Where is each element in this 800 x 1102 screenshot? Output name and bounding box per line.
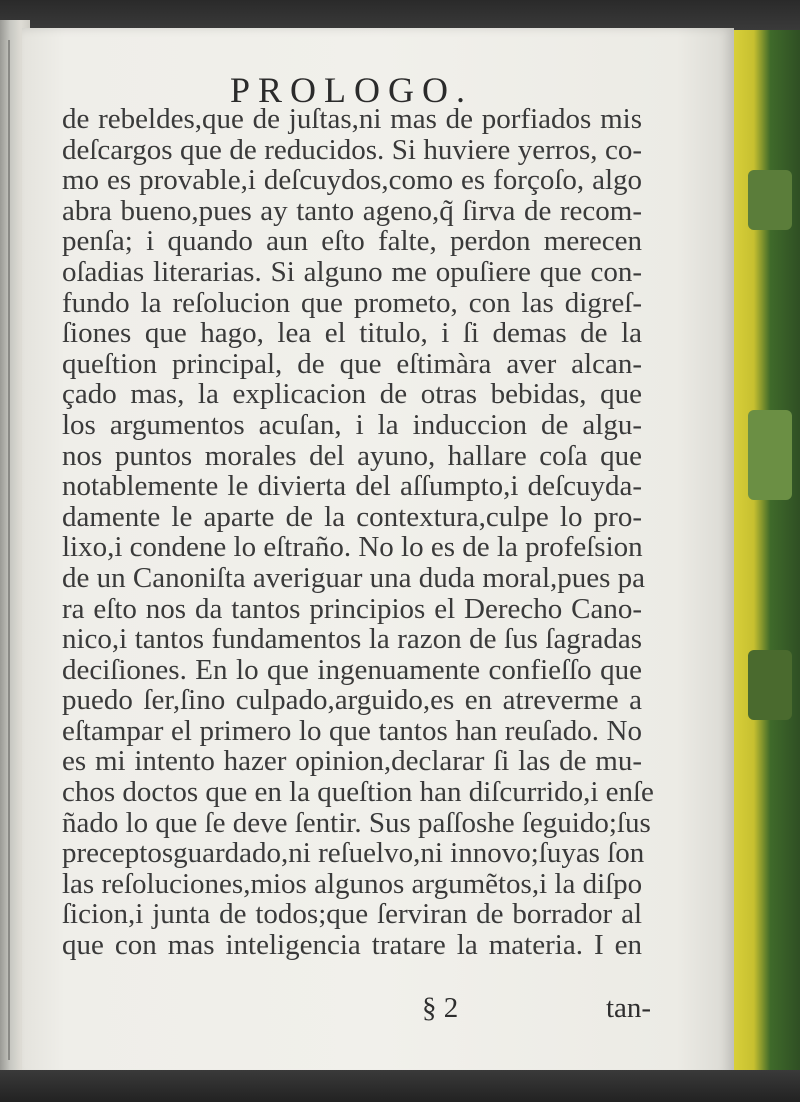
text-line: deſcargos que de reducidos. Si huviere yerros, co-	[62, 133, 642, 166]
text-line: que con mas inteligencia tratare la materia. I en	[62, 929, 642, 962]
text-line: deciſiones. En lo que ingenuamente confieſſo que	[62, 653, 642, 686]
cover-pattern	[748, 410, 792, 500]
page-stack-line	[8, 40, 10, 1060]
text-line: mo es provable,i deſcuydos,como es forçoſo, algo	[62, 164, 642, 197]
text-line: nico,i tantos fundamentos la razon de ſus ſagradas	[62, 623, 642, 656]
running-title: PROLOGO.	[230, 70, 474, 110]
signature-mark: § 2	[422, 992, 459, 1024]
text-line: puedo ſer,ſino culpado,arguido,es en atreverme a	[62, 684, 642, 717]
text-line: lixo,i condene lo eſtraño. No lo es de la profeſsion	[62, 531, 643, 564]
page-footer	[22, 992, 734, 1032]
text-line: eſtampar el primero lo que tantos han reuſado. No	[62, 714, 642, 747]
adjacent-cover-edge	[734, 30, 800, 1080]
text-line: de rebeldes,que de juſtas,ni mas de porfiados mis	[62, 103, 642, 135]
catchword: tan-	[606, 992, 652, 1024]
body-text	[62, 103, 654, 962]
text-line: chos doctos que en la queſtion han diſcurrido,i enſe	[62, 776, 654, 809]
cover-pattern	[748, 170, 792, 230]
text-line: çado mas, la explicacion de otras bebidas, que	[62, 378, 642, 411]
text-line: notablemente le divierta del aſſumpto,i deſcuyda-	[62, 470, 642, 503]
text-line: damente le aparte de la contextura,culpe lo pro-	[62, 500, 642, 533]
text-line: queſtion principal, de que eſtimàra aver alcan-	[62, 347, 642, 380]
text-line: ra eſto nos da tantos principios el Derecho Cano-	[62, 592, 642, 625]
book-page	[22, 28, 734, 1078]
cover-pattern	[748, 650, 792, 720]
text-line: ſicion,i junta de todos;que ſerviran de borrador al	[62, 898, 642, 931]
text-line: preceptosguardado,ni reſuelvo,ni innovo;ſuyas ſon	[62, 837, 645, 870]
text-line: las reſoluciones,mios algunos argumẽtos,i la diſpo	[62, 867, 643, 900]
text-line: de un Canoniſta averiguar una duda moral,pues pa	[62, 561, 646, 594]
text-line: abra bueno,pues ay tanto ageno,q̃ ſirva de recom-	[62, 194, 642, 227]
text-line: es mi intento hazer opinion,declarar ſi las de mu-	[62, 745, 642, 778]
background-bottom	[0, 1070, 800, 1102]
text-line: los argumentos acuſan, i la induccion de algu-	[62, 408, 642, 441]
text-line: nos puntos morales del ayuno, hallare coſa que	[62, 439, 642, 472]
text-line: oſadias literarias. Si alguno me opuſiere que con-	[62, 255, 642, 288]
text-line: ſiones que hago, lea el titulo, i ſi demas de la	[62, 317, 642, 350]
text-line: ñado lo que ſe deve ſentir. Sus paſſoshe ſeguido;ſus	[62, 806, 651, 839]
text-line: fundo la reſolucion que prometo, con las digreſ-	[62, 286, 642, 319]
text-line: penſa; i quando aun eſto falte, perdon merecen	[62, 225, 642, 258]
